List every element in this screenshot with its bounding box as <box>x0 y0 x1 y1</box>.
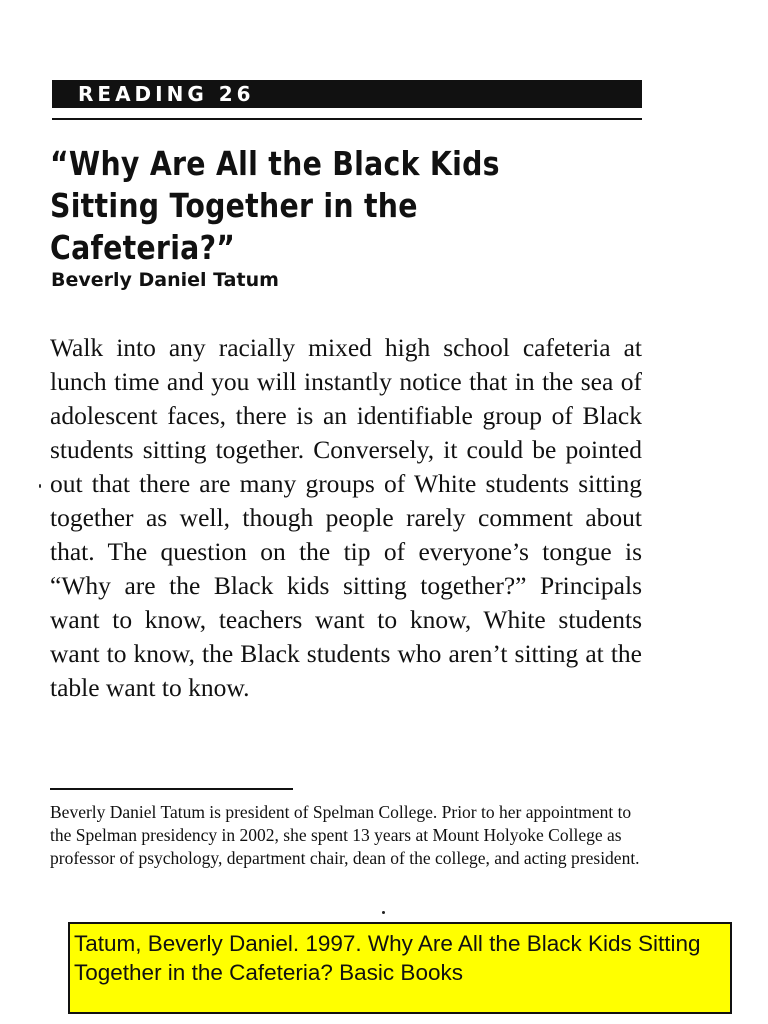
scan-speck <box>39 484 41 488</box>
reading-number-banner: READING 26 <box>52 80 642 108</box>
article-body-paragraph: Walk into any racially mixed high school cafeteria at lunch time and you will instantly notice that in the sea of adolescent faces, there is an identifiable group of Black students sitting together. Conversely, it could be pointed out that there are many groups of White students sitting together as well, though people rarely comment about that. The question on the tip of everyone’s tongue is “Why are the Black kids sitting together?” Principals want to know, teachers want to know, White students want to know, the Black students who aren’t sitting at the table want to know. <box>50 333 642 702</box>
article-title: “Why Are All the Black Kids Sitting Together in the Cafeteria?” <box>50 144 500 267</box>
footnote-divider <box>50 788 293 790</box>
citation-box <box>68 922 732 1014</box>
article-author: Beverly Daniel Tatum <box>51 269 279 291</box>
scan-speck <box>382 911 385 914</box>
citation-text: Tatum, Beverly Daniel. 1997. Why Are All the Black Kids Sitting Together in the Cafeteria? Basic Books <box>74 931 701 985</box>
author-footnote: Beverly Daniel Tatum is president of Spelman College. Prior to her appointment to the Spelman presidency in 2002, she spent 13 years at Mount Holyoke College as professor of psychology, department chair, dean of the college, and acting president. <box>50 802 640 868</box>
header-divider <box>52 118 642 120</box>
